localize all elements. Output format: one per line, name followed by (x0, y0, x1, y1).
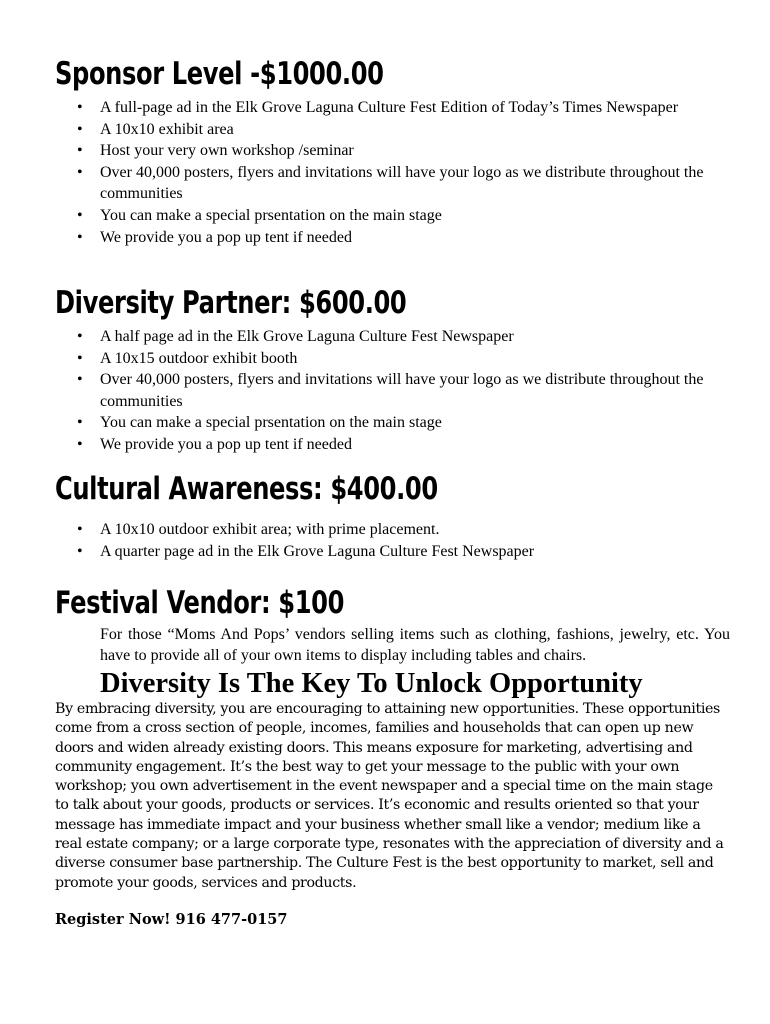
list-item: • A 10x15 outdoor exhibit booth (55, 348, 735, 370)
festival-vendor-section (55, 585, 735, 621)
diversity-partner-section (55, 285, 735, 456)
list-item: • Over 40,000 posters, flyers and invitations will have your logo as we distribute throughout the communities (55, 162, 735, 205)
sponsor-level-section (55, 56, 735, 248)
cultural-awareness-section (55, 471, 735, 562)
cultural-awareness-benefits-list (55, 519, 735, 562)
list-item: • Over 40,000 posters, flyers and invitations will have your logo as we distribute throughout the communities (55, 369, 735, 412)
list-item: • We provide you a pop up tent if needed (55, 227, 735, 249)
festival-vendor-description: For those “Moms And Pops’ vendors selling items such as clothing, fashions, jewelry, etc. You have to provide all of your own items to display including tables and chairs. (100, 626, 730, 664)
festival-vendor-heading: Festival Vendor: $100 (55, 585, 345, 621)
list-item: • You can make a special prsentation on the main stage (55, 412, 735, 434)
list-item: • A 10x10 exhibit area (55, 119, 735, 141)
list-item: • A 10x10 outdoor exhibit area; with prime placement. (55, 519, 735, 541)
list-item: • A half page ad in the Elk Grove Laguna Culture Fest Newspaper (55, 326, 735, 348)
list-item: • We provide you a pop up tent if needed (55, 434, 735, 456)
sponsor-level-benefits-list (55, 97, 735, 248)
diversity-partner-heading: Diversity Partner: $600.00 (55, 285, 407, 321)
register-phone: Register Now! 916 477-0157 (55, 911, 288, 928)
list-item: • A full-page ad in the Elk Grove Laguna Culture Fest Edition of Today’s Times Newspaper (55, 97, 735, 119)
diversity-key-title: Diversity Is The Key To Unlock Opportunity (100, 668, 643, 699)
list-item: • You can make a special prsentation on the main stage (55, 205, 735, 227)
list-item: • Host your very own workshop /seminar (55, 140, 735, 162)
sponsor-level-heading: Sponsor Level -$1000.00 (55, 56, 384, 92)
diversity-partner-benefits-list (55, 326, 735, 456)
list-item: • A quarter page ad in the Elk Grove Laguna Culture Fest Newspaper (55, 541, 735, 563)
diversity-key-body: By embracing diversity, you are encouraging to attaining new opportunities. These opportunities come from a cross section of people, incomes, families and households that can open up new doors and widen already existing doors. This means exposure for marketing, advertising and community engagement. It’s the best way to get your message to the public with your own workshop; you own advertisement in the event newspaper and a special time on the main stage to talk about your goods, products or services. It’s economic and results oriented so that your message has immediate impact and your business whether small like a vendor; medium like a real estate company; or a large corporate type, resonates with the appreciation of diversity and a diverse consumer base partnership. The Culture Fest is the best opportunity to market, sell and promote your goods, services and products. (55, 701, 724, 891)
cultural-awareness-heading: Cultural Awareness: $400.00 (55, 471, 438, 507)
